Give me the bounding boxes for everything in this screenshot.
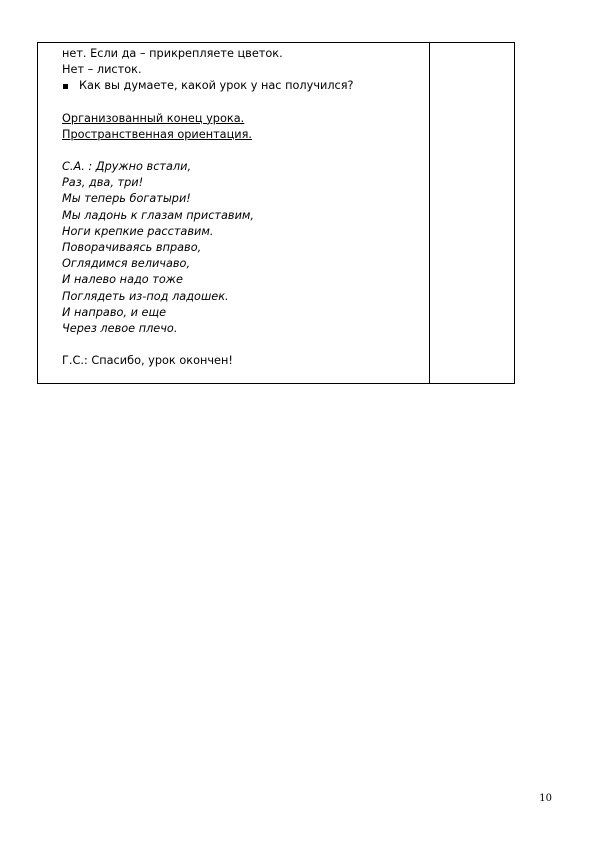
section-heading: Пространственная ориентация. <box>62 127 253 141</box>
poem-line: Оглядимся величаво, <box>62 257 191 271</box>
poem-line: С.А. : Дружно встали, <box>62 160 192 174</box>
lesson-content-cell <box>38 43 430 383</box>
poem-line: И направо, и еще <box>62 305 167 319</box>
poem-line: Ноги крепкие расставим. <box>62 224 214 238</box>
section-heading: Организованный конец урока. <box>62 111 245 125</box>
poem <box>62 159 429 337</box>
bullet-item <box>62 78 429 94</box>
page-number: 10 <box>539 793 552 804</box>
poem-line: И налево надо тоже <box>62 273 183 287</box>
lesson-table <box>37 42 515 384</box>
poem-line: Через левое плечо. <box>62 322 178 336</box>
closing-line: Г.С.: Спасибо, урок окончен! <box>62 354 233 368</box>
notes-cell <box>430 43 514 383</box>
intro-line: Нет – листок. <box>62 63 142 77</box>
poem-line: Раз, два, три! <box>62 176 144 190</box>
poem-line: Мы ладонь к глазам приставим, <box>62 208 255 222</box>
intro-line: нет. Если да – прикрепляете цветок. <box>62 47 283 60</box>
poem-line: Поворачиваясь вправо, <box>62 241 202 255</box>
square-bullet-icon <box>63 84 68 89</box>
bullet-question: Как вы думаете, какой урок у нас получился? <box>79 79 354 93</box>
poem-line: Поглядеть из-под ладошек. <box>62 289 229 303</box>
poem-line: Мы теперь богатыри! <box>62 192 191 206</box>
